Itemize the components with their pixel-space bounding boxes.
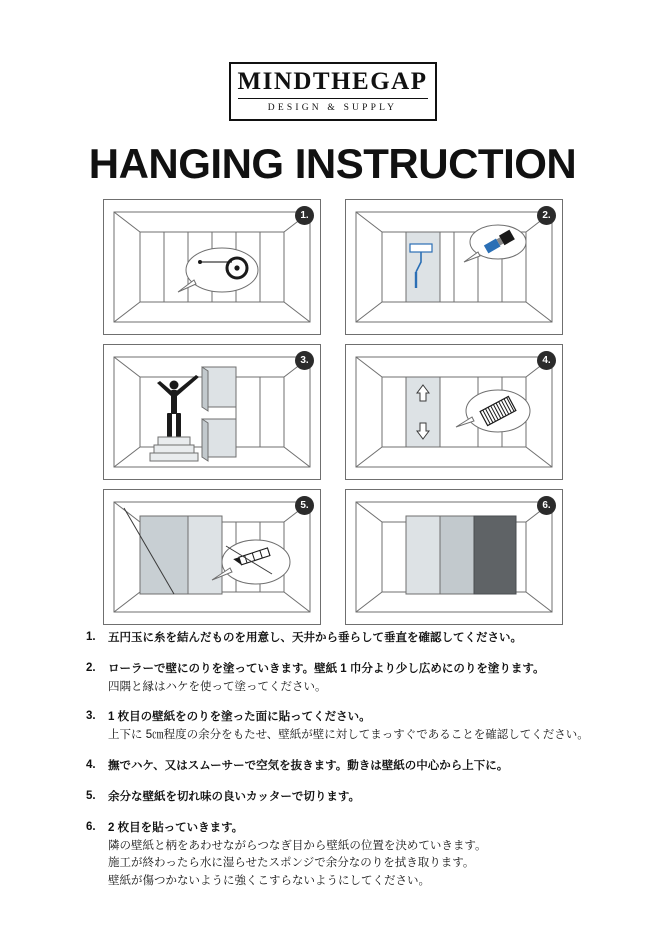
step-line: 隣の壁紙と柄をあわせながらつなぎ目から壁紙の位置を決めていきます。 bbox=[108, 839, 487, 852]
second-sheet-diagram bbox=[346, 490, 562, 624]
logo-box bbox=[229, 62, 437, 121]
figure-number-4: 4. bbox=[537, 351, 556, 370]
step-line: 余分な壁紙を切れ味の良いカッターで切ります。 bbox=[108, 790, 360, 803]
step-text bbox=[108, 789, 606, 807]
figure-5 bbox=[103, 489, 321, 625]
figure-number-5: 5. bbox=[295, 496, 314, 515]
step-line: 施工が終わったら水に湿らせたスポンジで余分なのりを拭き取ります。 bbox=[108, 857, 475, 870]
step-text bbox=[108, 709, 606, 745]
step-line: 2 枚目を貼っていきます。 bbox=[108, 821, 244, 834]
step-text bbox=[108, 758, 606, 776]
step-line: 上下に 5㎝程度の余分をもたせ、壁紙が壁に対してまっすぐであることを確認してください。 bbox=[108, 729, 589, 742]
logo-subtitle: DESIGN & SUPPLY bbox=[267, 103, 398, 113]
step-text bbox=[108, 820, 606, 891]
step-line: 1 枚目の壁紙をのりを塗った面に貼ってください。 bbox=[108, 711, 371, 724]
figure-number-6: 6. bbox=[537, 496, 556, 515]
step-line: 壁紙が傷つかないように強くこすらないようにしてください。 bbox=[108, 875, 430, 888]
figure-3 bbox=[103, 344, 321, 480]
step-item bbox=[86, 820, 606, 891]
step-number: 1. bbox=[86, 631, 96, 643]
plumb-line-diagram bbox=[104, 200, 320, 334]
apply-first-sheet-diagram bbox=[104, 345, 320, 479]
page-title: HANGING INSTRUCTION bbox=[88, 140, 577, 187]
figure-number-2: 2. bbox=[537, 206, 556, 225]
step-number: 5. bbox=[86, 789, 96, 802]
figure-4 bbox=[345, 344, 563, 480]
figure-6 bbox=[345, 489, 563, 625]
roller-paste-diagram bbox=[346, 200, 562, 334]
step-number: 3. bbox=[86, 710, 96, 723]
step-item bbox=[86, 709, 606, 745]
figure-1 bbox=[103, 199, 321, 335]
logo-divider bbox=[238, 98, 428, 99]
step-line: 五円玉に糸を結んだものを用意し、天井から垂らして垂直を確認してください。 bbox=[108, 632, 522, 644]
cutter-trim-diagram bbox=[104, 490, 320, 624]
step-text bbox=[108, 630, 606, 648]
smoothing-brush-diagram bbox=[346, 345, 562, 479]
step-item bbox=[86, 789, 606, 807]
step-item bbox=[86, 758, 606, 776]
logo-title: MINDTHEGAP bbox=[237, 68, 428, 95]
steps-list bbox=[86, 630, 606, 904]
step-line: 四隅と縁はハケを使って塗ってください。 bbox=[108, 680, 327, 693]
figure-2 bbox=[345, 199, 563, 335]
figure-grid bbox=[103, 199, 563, 625]
figure-number-1: 1. bbox=[295, 206, 314, 225]
step-item bbox=[86, 630, 606, 648]
step-text bbox=[108, 661, 606, 697]
step-number: 4. bbox=[86, 759, 96, 772]
brand-logo bbox=[0, 62, 665, 121]
step-line: ローラーで壁にのりを塗っていきます。壁紙 1 巾分より少し広めにのりを塗ります。 bbox=[108, 662, 545, 675]
step-item bbox=[86, 661, 606, 697]
figure-number-3: 3. bbox=[295, 351, 314, 370]
step-number: 6. bbox=[86, 820, 96, 833]
step-number: 2. bbox=[86, 661, 96, 674]
step-line: 撫でハケ、又はスムーサーで空気を抜きます。動きは壁紙の中心から上下に。 bbox=[108, 760, 509, 773]
